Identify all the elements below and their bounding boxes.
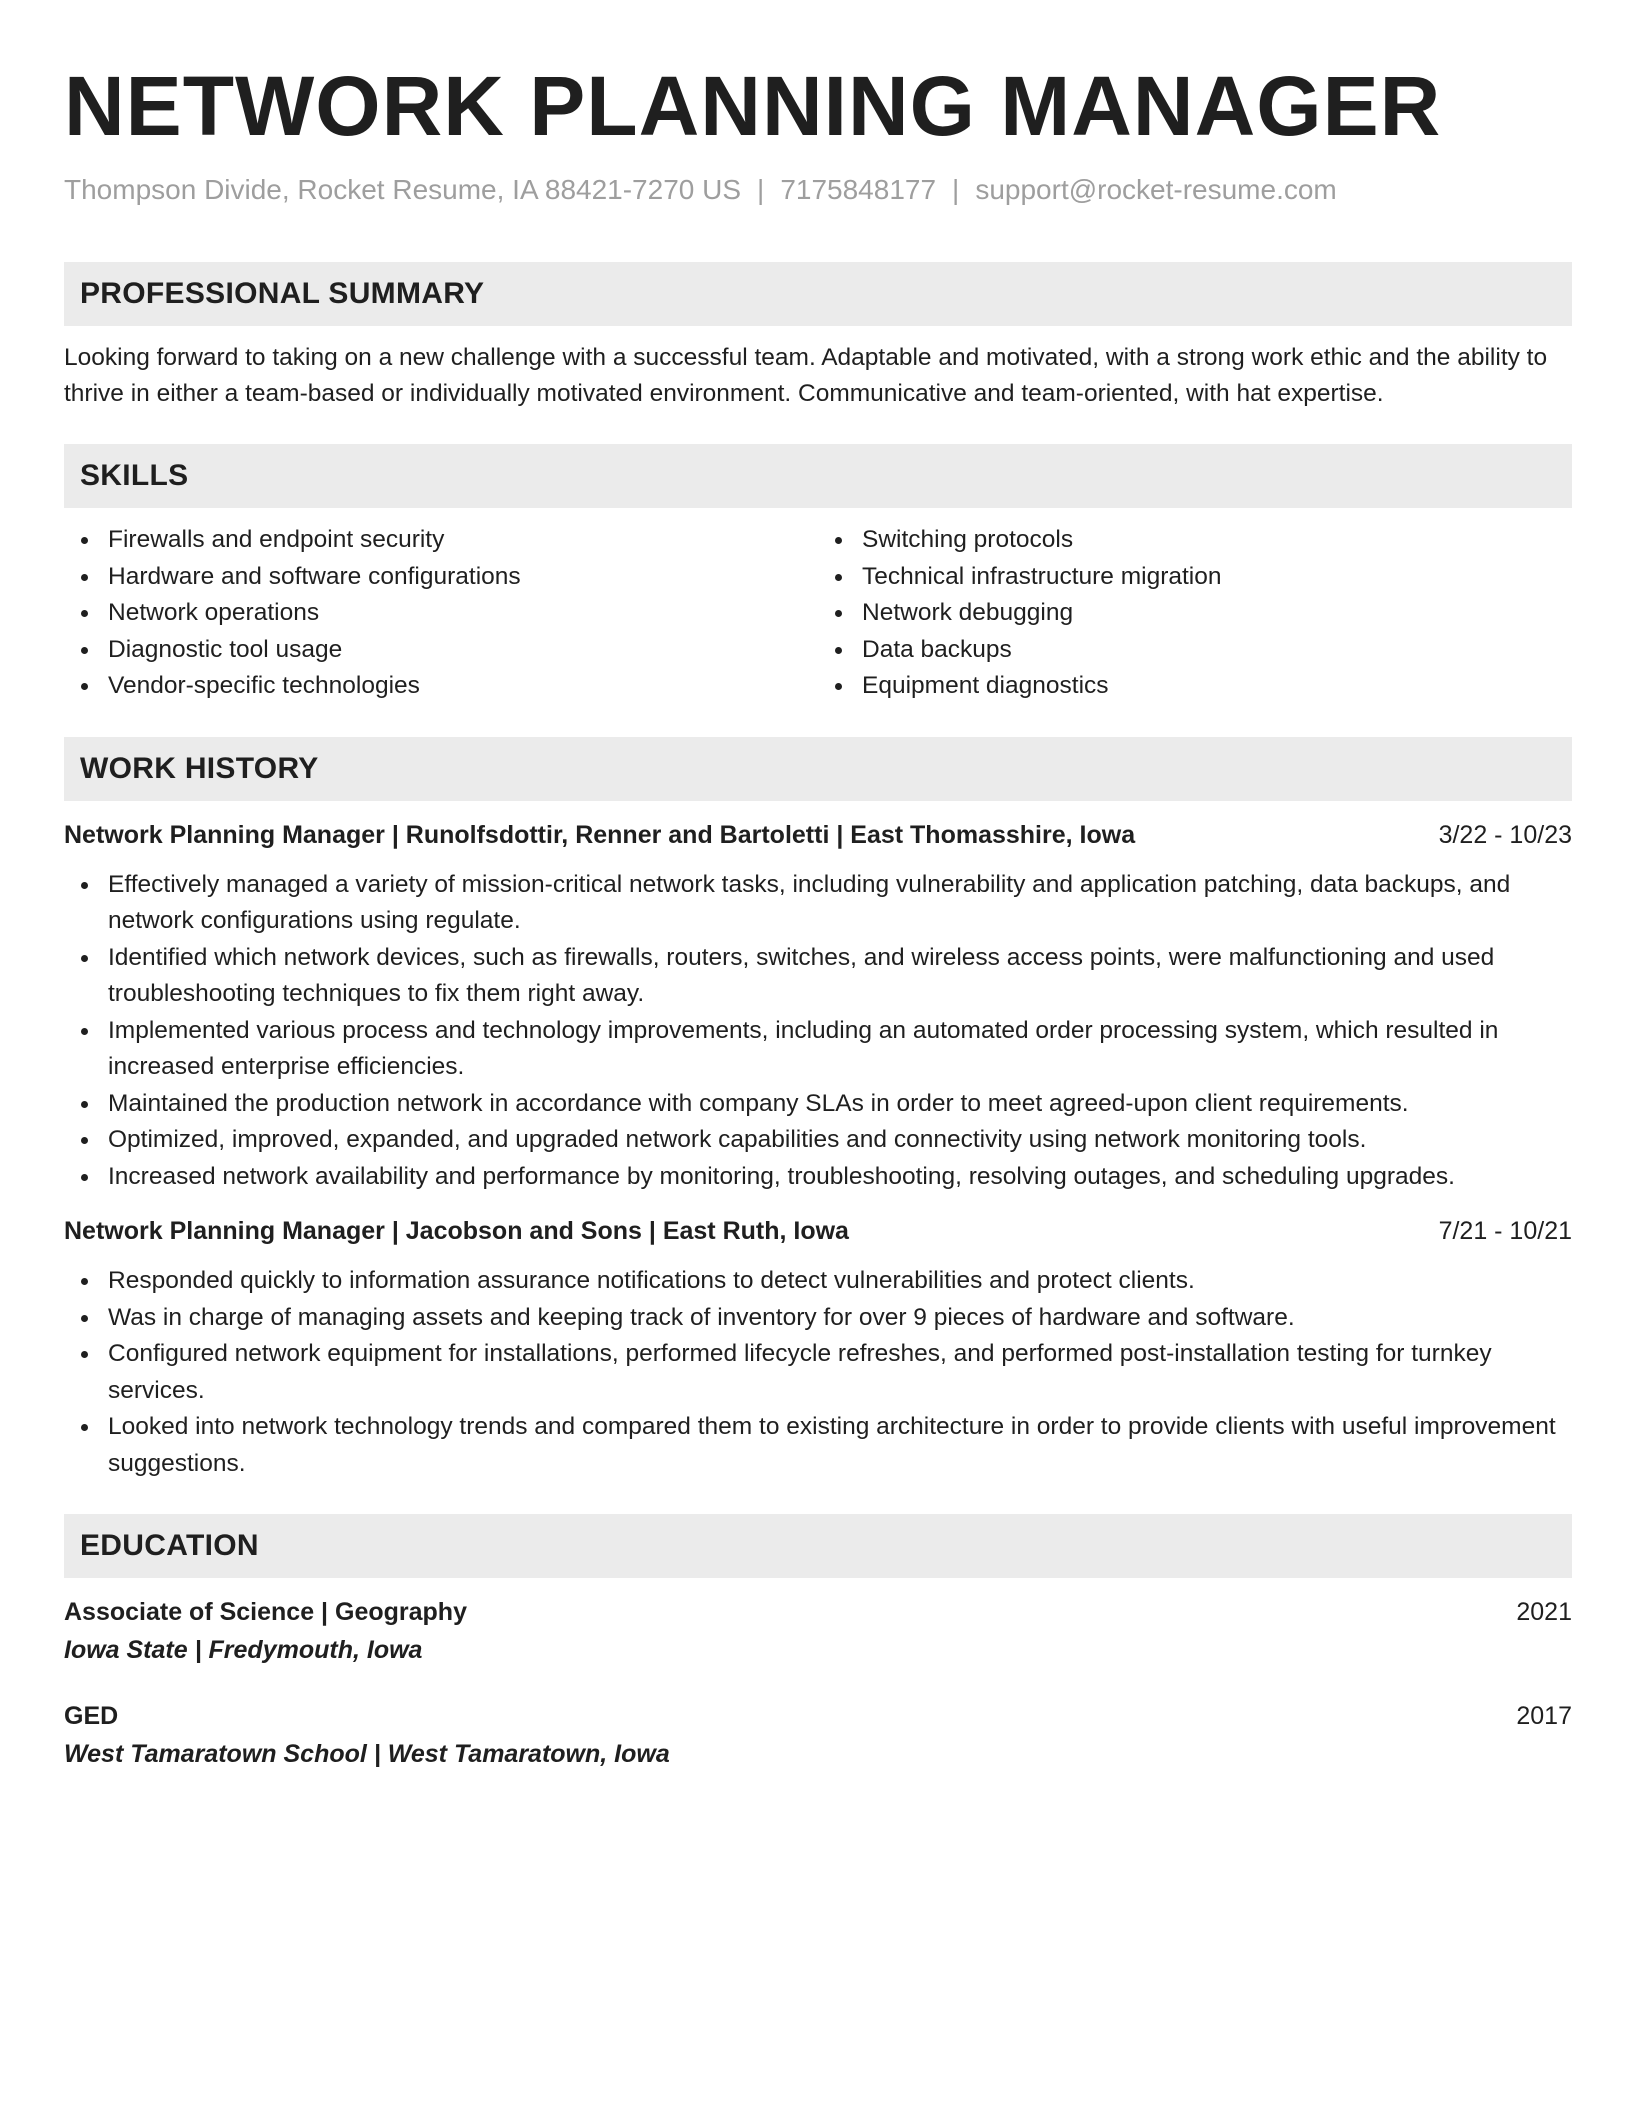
education-school: Iowa State | Fredymouth, Iowa <box>64 1636 423 1664</box>
skills-list <box>64 522 1572 705</box>
job-bullet: Identified which network devices, such as firewalls, routers, switches, and wireless access points, were malfunctioning and used troubleshooting techniques to fix them right away. <box>64 940 1572 1013</box>
skill-item: Hardware and software configurations <box>64 559 818 596</box>
contact-phone: 7175848177 <box>780 174 937 205</box>
job-bullet: Effectively managed a variety of mission-critical network tasks, including vulnerability and application patching, data backups, and network configurations using regulate. <box>64 867 1572 940</box>
job-header <box>64 1213 1572 1249</box>
education-header <box>64 1594 1572 1630</box>
section-header-summary <box>64 262 1572 326</box>
skill-item: Equipment diagnostics <box>818 668 1572 705</box>
skill-item: Vendor-specific technologies <box>64 668 818 705</box>
job-bullet: Increased network availability and performance by monitoring, troubleshooting, resolving outages, and scheduling upgrades. <box>64 1159 1572 1196</box>
job-bullet: Looked into network technology trends and compared them to existing architecture in order to provide clients with useful improvement suggestions. <box>64 1409 1572 1482</box>
job-bullets <box>64 867 1572 1196</box>
job-bullet: Configured network equipment for installations, performed lifecycle refreshes, and performed post-installation testing for turnkey services. <box>64 1336 1572 1409</box>
job-dates: 7/21 - 10/21 <box>1438 1217 1572 1245</box>
skill-item: Technical infrastructure migration <box>818 559 1572 596</box>
job-bullet: Maintained the production network in accordance with company SLAs in order to meet agreed-upon client requirements. <box>64 1086 1572 1123</box>
resume-page <box>64 56 1572 1774</box>
education-year: 2017 <box>1516 1702 1572 1730</box>
contact-separator: | <box>757 174 765 205</box>
job-bullet: Responded quickly to information assurance notifications to detect vulnerabilities and protect clients. <box>64 1263 1572 1300</box>
education-degree: GED <box>64 1702 119 1730</box>
job-bullet: Implemented various process and technology improvements, including an automated order processing system, which resulted in increased enterprise efficiencies. <box>64 1013 1572 1086</box>
skill-item: Network operations <box>64 595 818 632</box>
job-bullet: Optimized, improved, expanded, and upgraded network capabilities and connectivity using network monitoring tools. <box>64 1122 1572 1159</box>
section-header-work-history <box>64 737 1572 801</box>
skills-column-left <box>64 522 818 705</box>
skill-item: Switching protocols <box>818 522 1572 559</box>
education-degree: Associate of Science | Geography <box>64 1598 467 1626</box>
contact-address: Thompson Divide, Rocket Resume, IA 88421-7270 US <box>64 174 742 205</box>
skill-item: Network debugging <box>818 595 1572 632</box>
job-entry <box>64 817 1572 1196</box>
skill-item: Firewalls and endpoint security <box>64 522 818 559</box>
section-title: SKILLS <box>80 459 189 492</box>
section-header-skills <box>64 444 1572 508</box>
resume-name: NETWORK PLANNING MANAGER <box>64 59 1442 153</box>
education-entry <box>64 1698 1572 1774</box>
contact-email: support@rocket-resume.com <box>975 174 1337 205</box>
job-title: Network Planning Manager | Jacobson and Sons | East Ruth, Iowa <box>64 1217 849 1245</box>
section-header-education <box>64 1514 1572 1578</box>
education-header <box>64 1698 1572 1734</box>
job-title: Network Planning Manager | Runolfsdottir, Renner and Bartoletti | East Thomasshire, Iowa <box>64 820 1136 849</box>
skill-item: Data backups <box>818 632 1572 669</box>
section-title: PROFESSIONAL SUMMARY <box>80 277 485 310</box>
contact-separator: | <box>952 174 960 205</box>
education-year: 2021 <box>1516 1598 1572 1626</box>
summary-text: Looking forward to taking on a new challenge with a successful team. Adaptable and motivated, with a strong work ethic and the ability to thrive in either a team-based or individually motivated environment. Communicative and team-oriented, with hat expertise. <box>64 344 1548 407</box>
job-bullets <box>64 1263 1572 1482</box>
job-entry <box>64 1213 1572 1482</box>
section-title: WORK HISTORY <box>80 751 319 785</box>
job-header <box>64 817 1572 853</box>
skill-item: Diagnostic tool usage <box>64 632 818 669</box>
skills-column-right <box>818 522 1572 705</box>
education-school: West Tamaratown School | West Tamaratown, Iowa <box>64 1740 670 1768</box>
section-title: EDUCATION <box>80 1529 259 1562</box>
job-dates: 3/22 - 10/23 <box>1438 820 1572 849</box>
education-entry <box>64 1594 1572 1670</box>
contact-line <box>64 170 1572 210</box>
job-bullet: Was in charge of managing assets and keeping track of inventory for over 9 pieces of hardware and software. <box>64 1300 1572 1337</box>
